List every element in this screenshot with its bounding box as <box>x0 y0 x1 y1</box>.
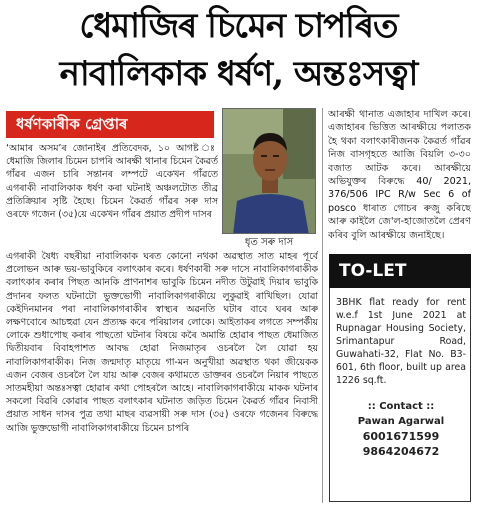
article-continuation: আৰক্ষী থানাত এজাহাৰ দাখিল কৰে। এজাহাৰৰ ভিত্তিত আৰক্ষীয়ে পলাতক হৈ থকা বলাৎকাৰীজনক কৈৱৰ্ত গাঁৱৰ নিজ বাসগৃহতে আজি বিয়লি ৩-৩০ বজাত আটক কৰে। আৰক্ষীয়ে অভিযুক্তৰ বিৰুদ্ধে 40/ 2021, 376/506 IPC R/w Sec 6 of posco ধাৰাত গোচৰ ৰুজু কৰিছে আৰু কাইলৈ জে'ল-হাজোতলৈ প্ৰেৰণ কৰিব বুলি আৰক্ষীয়ে জনাইছে। <box>328 109 471 241</box>
accused-photo <box>222 108 316 234</box>
photo-caption: ধৃত সৰু দাস <box>244 237 294 248</box>
headline-line-2: নাবালিকাক ধৰ্ষণ, অন্তঃসত্বা <box>59 54 418 94</box>
headline-line-1: ধেমাজিৰ চিমেন চাপৰিত <box>79 6 398 46</box>
ad-phone-2: 9864204672 <box>362 445 440 458</box>
ad-contact-label: :: Contact :: <box>367 401 435 412</box>
column-divider <box>322 108 323 503</box>
ad-heading: TO-LET <box>329 254 471 288</box>
ad-contact-name: Pawan Agarwal <box>357 416 445 427</box>
ad-phone-1: 6001671599 <box>362 430 440 443</box>
article-body: এগৰাকী ষৈধ্য বছৰীয়া নাবালিকাক ঘৰত কোনো নথকা অৱস্থাত সাত মাহৰ পূৰ্বে প্ৰলোভন আৰু ভয়-ভাবুকিৰে বলাৎকাৰ কৰে। ধৰ্ষণকাৰী সৰু দাসে নাবালিকাগৰাকীক বলাৎকাৰ কৰাৰ পিছত আনকি প্ৰাণনাশৰ ভাবুকি চিমেন নদীত উটুৱাই দিয়াৰ ভাবুকি প্ৰদানৰ ফলত ঘটনাটো ভুক্তভোগী নাবালিকাগৰাকীয়ে লুকুৱাই ৰাখিছিল। যোৱা কেইদিনমানৰ পৰা নাবালিকাগৰাকীৰ স্বাস্থ্যৰ অৱনতি ঘটাৰ বাবে ঘৰৰ আৰু লক্ষণবোৰে আচহুৱা যেন প্ৰত্যক্ষ কৰে পৰিয়ালৰ লোকে। আইতাকৰ লগতে সম্পৰ্কীয় লোকে শুধাপোছ কৰাৰ পাছতো ঘটনাৰ বিষয়ে কৰৈ অমান্তি হোৱাৰ পাছত ধেমাজিত দ্বিতীয়বাৰ বিবাহপাশত আবদ্ধ হোৱা নিজমাতৃৰ ওচৰলৈ লৈ যোৱা হয় নাবালিকাগৰাকীক। নিজ জন্মদাতৃ মাতৃয়ে গা-মন অনুখীয়া অৱস্থাত থকা জীয়েকক এজন বেজৰ ওচৰলৈ লৈ যায় আৰু বেজৰ কথামতে ডাক্তৰৰ ওচৰলৈ নিয়াৰ পাছতে সাতমহীয়া অন্তঃসত্বা হোৱাৰ কথা পোহৰলৈ আহে। নাবালিকাগৰাকীয়ে মাকক ঘটনাৰ সকলো বিৱৰি কোৱাৰ পাছত বলাৎকাৰ ঘটনাত জড়িত চিমেন কৈৱৰ্ত গাঁৱৰ নিবাসী প্ৰয়াত সাধন দাসৰ পুত্ৰ তথা মাছৰ ব্যৱসায়ী সৰু দাস (৩৫) ওৰফে গজেনৰ বিৰুদ্ধে আজি ভুক্তভোগী নাবালিকাগৰাকীয়ে চিমেন চাপৰি <box>6 251 318 434</box>
ad-description: 3BHK flat ready for rent w.e.f 1st June 2021 at Rupnagar Housing Society, Srimantapur Road, Guwahati-32, Flat No. B3-601, 6th floor, built up area 1226 sq.ft. <box>336 297 466 386</box>
ad-contact-block <box>336 399 466 459</box>
article-intro: ‘আমাৰ অসম’ৰ জোনাইৰ প্ৰতিবেদক, ১০ আগষ্ট ঃ ধেমাজি জিলাৰ চিমেন চাপৰি আৰক্ষী থানাৰ চিমেন কৈৱৰ্ত গাঁৱৰ এজন চাৰি সন্তানৰ লম্পটে একেখন গাঁৱতে এগৰাকী নাবালিকাক ধৰ্ষণ কৰা ঘটনাই অঞ্চলটোত তীব্ৰ প্ৰতিক্ৰিয়াৰ সৃষ্টি হৈছে। চিমেন কৈৱৰ্ত গাঁৱৰ সৰু দাস ওৰফে গজেন (৩৫)য়ে একেখন গাঁৱৰ প্ৰয়াত প্ৰদীপ দাসৰ <box>6 143 218 221</box>
person-photo-illustration <box>223 109 316 234</box>
to-let-advertisement <box>329 254 471 502</box>
ad-body <box>329 288 471 502</box>
subheading-banner: ধৰ্ষণকাৰীক গ্ৰেপ্তাৰ <box>6 111 214 138</box>
